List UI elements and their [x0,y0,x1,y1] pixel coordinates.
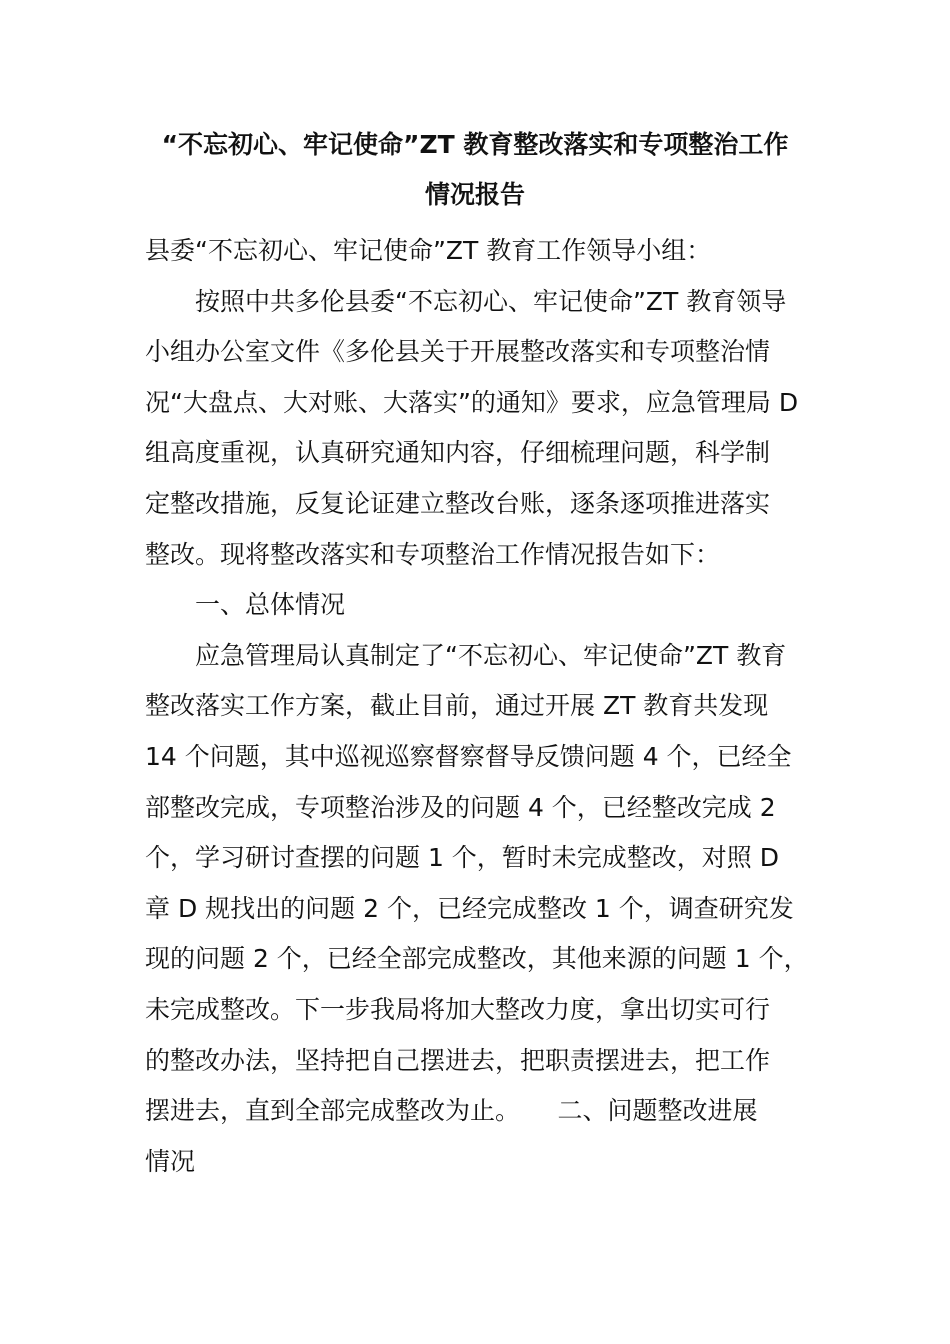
paragraph-line: 个，学习研讨查摆的问题 1 个，暂时未完成整改，对照 D [145,843,779,873]
title-line-1: “不忘初心、牢记使命”ZT 教育整改落实和专项整治工作 [161,130,789,159]
paragraph-line: 按照中共多伦县委“不忘初心、牢记使命”ZT 教育领导 [195,286,787,316]
paragraph-line: 未完成整改。下一步我局将加大整改力度，拿出切实可行 [145,994,771,1024]
paragraph-line: 小组办公室文件《多伦县关于开展整改落实和专项整治情 [145,337,771,367]
document-body [145,226,809,1187]
document-title [145,120,805,220]
paragraph-line: 整改。现将整改落实和专项整治工作情况报告如下： [145,539,721,569]
paragraph-line: 组高度重视，认真研究通知内容，仔细梳理问题，科学制 [145,438,771,468]
document-page [145,120,809,1187]
addressee-line: 县委“不忘初心、牢记使命”ZT 教育工作领导小组： [145,236,712,265]
paragraph-line: 应急管理局认真制定了“不忘初心、牢记使命”ZT 教育 [195,640,787,670]
paragraph-line: 现的问题 2 个，已经全部完成整改，其他来源的问题 1 个， [145,944,809,974]
paragraph-line: 的整改办法，坚持把自己摆进去，把职责摆进去，把工作 [145,1045,771,1075]
paragraph-line: 况“大盘点、大对账、大落实”的通知》要求，应急管理局 D [145,387,799,417]
paragraph-line: 章 D 规找出的问题 2 个，已经完成整改 1 个，调查研究发 [145,893,794,923]
paragraph-line: 部整改完成，专项整治涉及的问题 4 个，已经整改完成 2 [145,792,776,822]
paragraph-line: 整改落实工作方案，截止目前，通过开展 ZT 教育共发现 [145,691,769,721]
paragraph-line: 14 个问题，其中巡视巡察督察督导反馈问题 4 个，已经全 [145,741,792,771]
paragraph-line: 情况 [145,1146,196,1176]
paragraph-line: 摆进去，直到全部完成整改为止。 二、问题整改进展 [145,1096,758,1126]
title-line-2: 情况报告 [424,180,525,209]
section-heading: 一、总体情况 [195,590,346,620]
paragraph-line: 定整改措施，反复论证建立整改台账，逐条逐项推进落实 [145,488,771,518]
